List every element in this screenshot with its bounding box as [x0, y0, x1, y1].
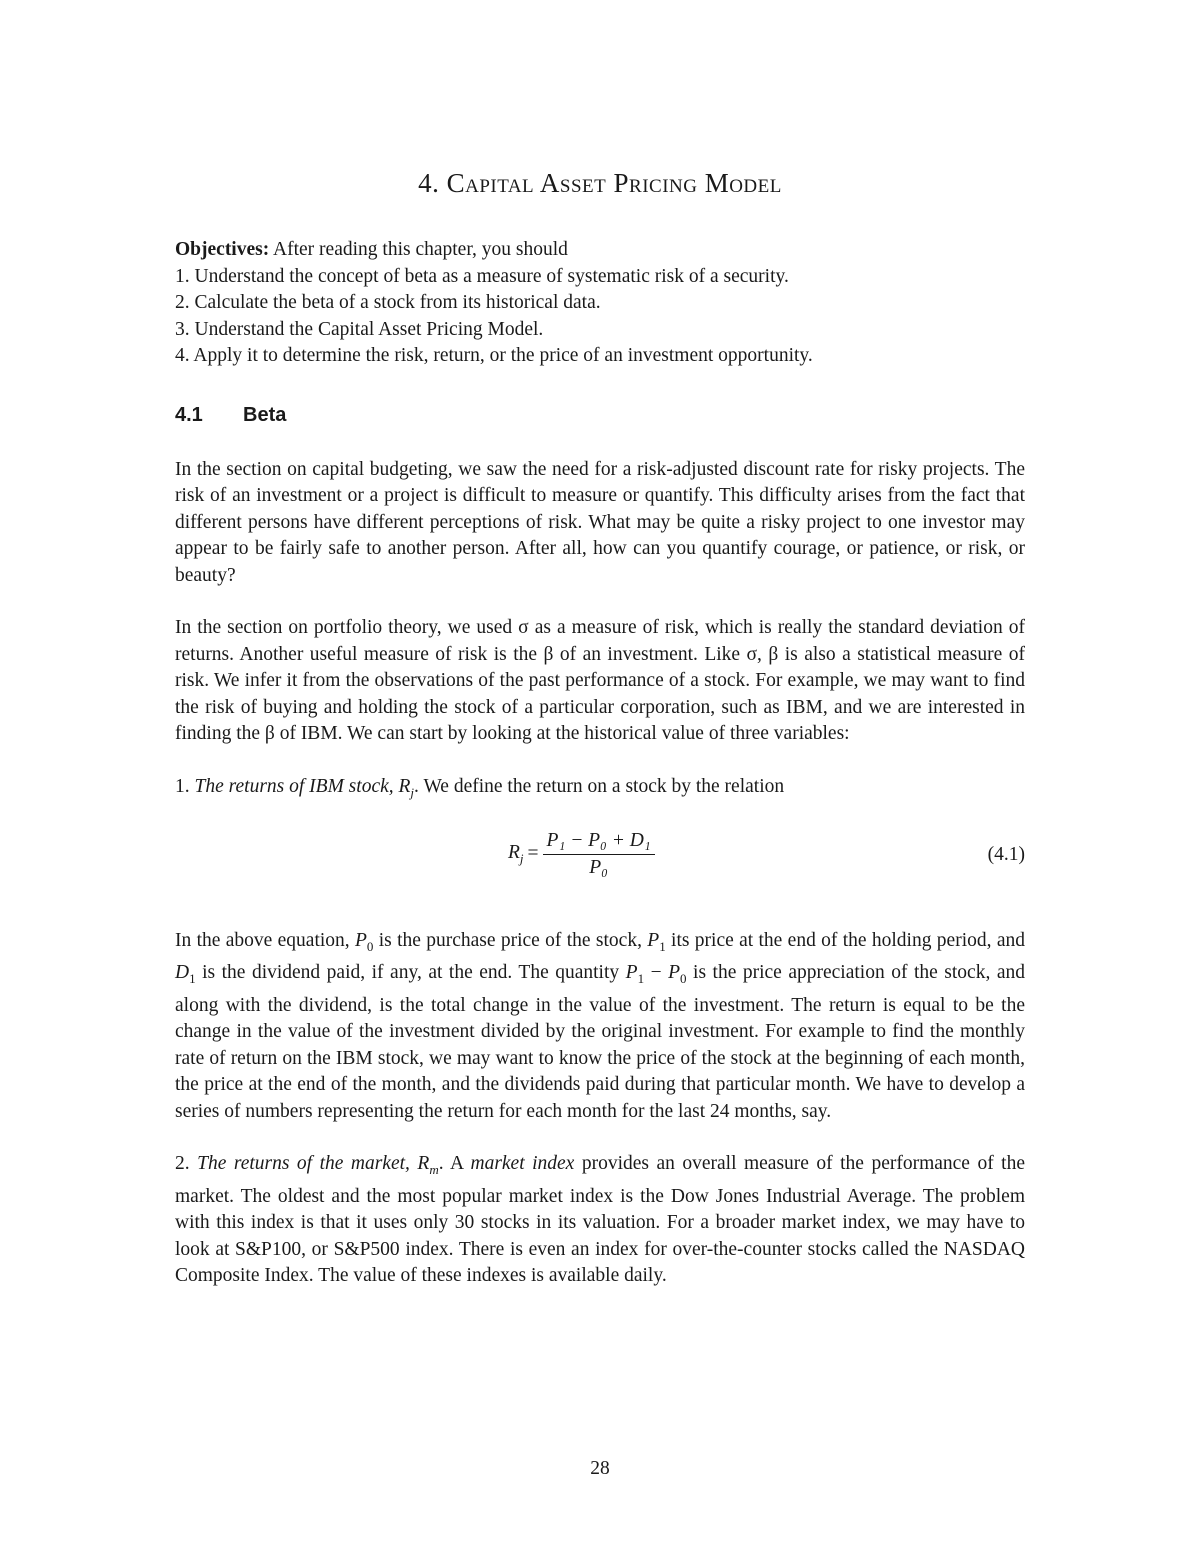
paragraph-returns-of-market: 2. The returns of the market, $R_m$. A market index provides an overall measure of the performance of the market. The oldest and the most popular market index is the Dow Jones Industrial Average. The problem with this index is that it uses only 30 stocks in its valuation. For a broader market index, we may have to look at S&P100, or S&P500 index. There is even an index for over-the-counter stocks called the NASDAQ Composite Index. The value of these indexes is available daily. [175, 1153, 1025, 1287]
equation-equals: = [527, 843, 539, 865]
paragraph-portfolio-theory: In the section on portfolio theory, we used σ as a measure of risk, which is really the standard deviation of returns. Another useful measure of risk is the β of an investment. Like σ, β is also a statistical measure of risk. We infer it from the observations of the past performance of a stock. For example, we may want to find the risk of buying and holding the stock of a particular corporation, such as IBM, and we are interested in finding the β of IBM. We can start by looking at the historical value of three variables: [175, 617, 1025, 744]
objective-item: 2. Calculate the beta of a stock from its historical data. [175, 292, 601, 313]
objectives-block [175, 237, 1025, 370]
equation-fraction [543, 830, 655, 879]
document-page [175, 160, 1025, 1316]
paragraph-equation-explanation: In the above equation, $P_0$ is the purchase price of the stock, $P_1$ its price at the end of the holding period, and $D_1$ is the dividend paid, if any, at the end. The quantity $P_1 - P_0$ is the price appreciation of the stock, and along with the dividend, is the total change in the value of the investment. The return is equal to be the change in the value of the investment divided by the original investment. For example to find the monthly rate of return on the IBM stock, we may want to know the price of the stock at the beginning of each month, the price at the end of the month, and the dividends paid during that particular month. We have to develop a series of numbers representing the return for each month for the last 24 months, say. [175, 929, 1025, 1122]
returns-of-stock-term: The returns of IBM stock, R [194, 775, 411, 797]
page-number: 28 [590, 1458, 610, 1479]
equation-body [508, 830, 655, 879]
chapter-title: 4. Capital Asset Pricing Model [418, 168, 782, 198]
equation-numerator: P₁ − P₀ + D₁ [543, 830, 655, 855]
section-number: 4.1 [175, 403, 203, 426]
market-index-term: market index [470, 1153, 575, 1175]
equation-number: (4.1) [987, 843, 1025, 865]
objective-item: 1. Understand the concept of beta as a measure of systematic risk of a security. [175, 265, 789, 287]
equation-denominator: P₀ [589, 856, 608, 878]
equation-lhs: $R_j$ [508, 841, 524, 866]
section-title: Beta [243, 403, 287, 426]
objective-item: 3. Understand the Capital Asset Pricing Model. [175, 318, 544, 340]
returns-of-market-term: The returns of the market, R [197, 1153, 430, 1175]
objective-item: 4. Apply it to determine the risk, return, or the price of an investment opportunity. [175, 345, 813, 366]
equation-4-1 [175, 824, 1025, 894]
objectives-intro-text: After reading this chapter, you should [273, 239, 568, 260]
paragraph-returns-of-stock: 1. The returns of IBM stock, $R_j$. We define the return on a stock by the relation [175, 775, 785, 800]
objectives-intro [175, 237, 1025, 264]
objectives-label: Objectives: [175, 239, 270, 260]
section-heading [175, 404, 1025, 427]
paragraph-capital-budgeting: In the section on capital budgeting, we saw the need for a risk-adjusted discount rate for risky projects. The risk of an investment or a project is difficult to measure or quantify. This difficulty arises from the fact that different persons have different perceptions of risk. What may be quite a risky project to one investor may appear to be fairly safe to another person. After all, how can you quantify courage, or patience, or risk, or beauty? [175, 458, 1025, 586]
